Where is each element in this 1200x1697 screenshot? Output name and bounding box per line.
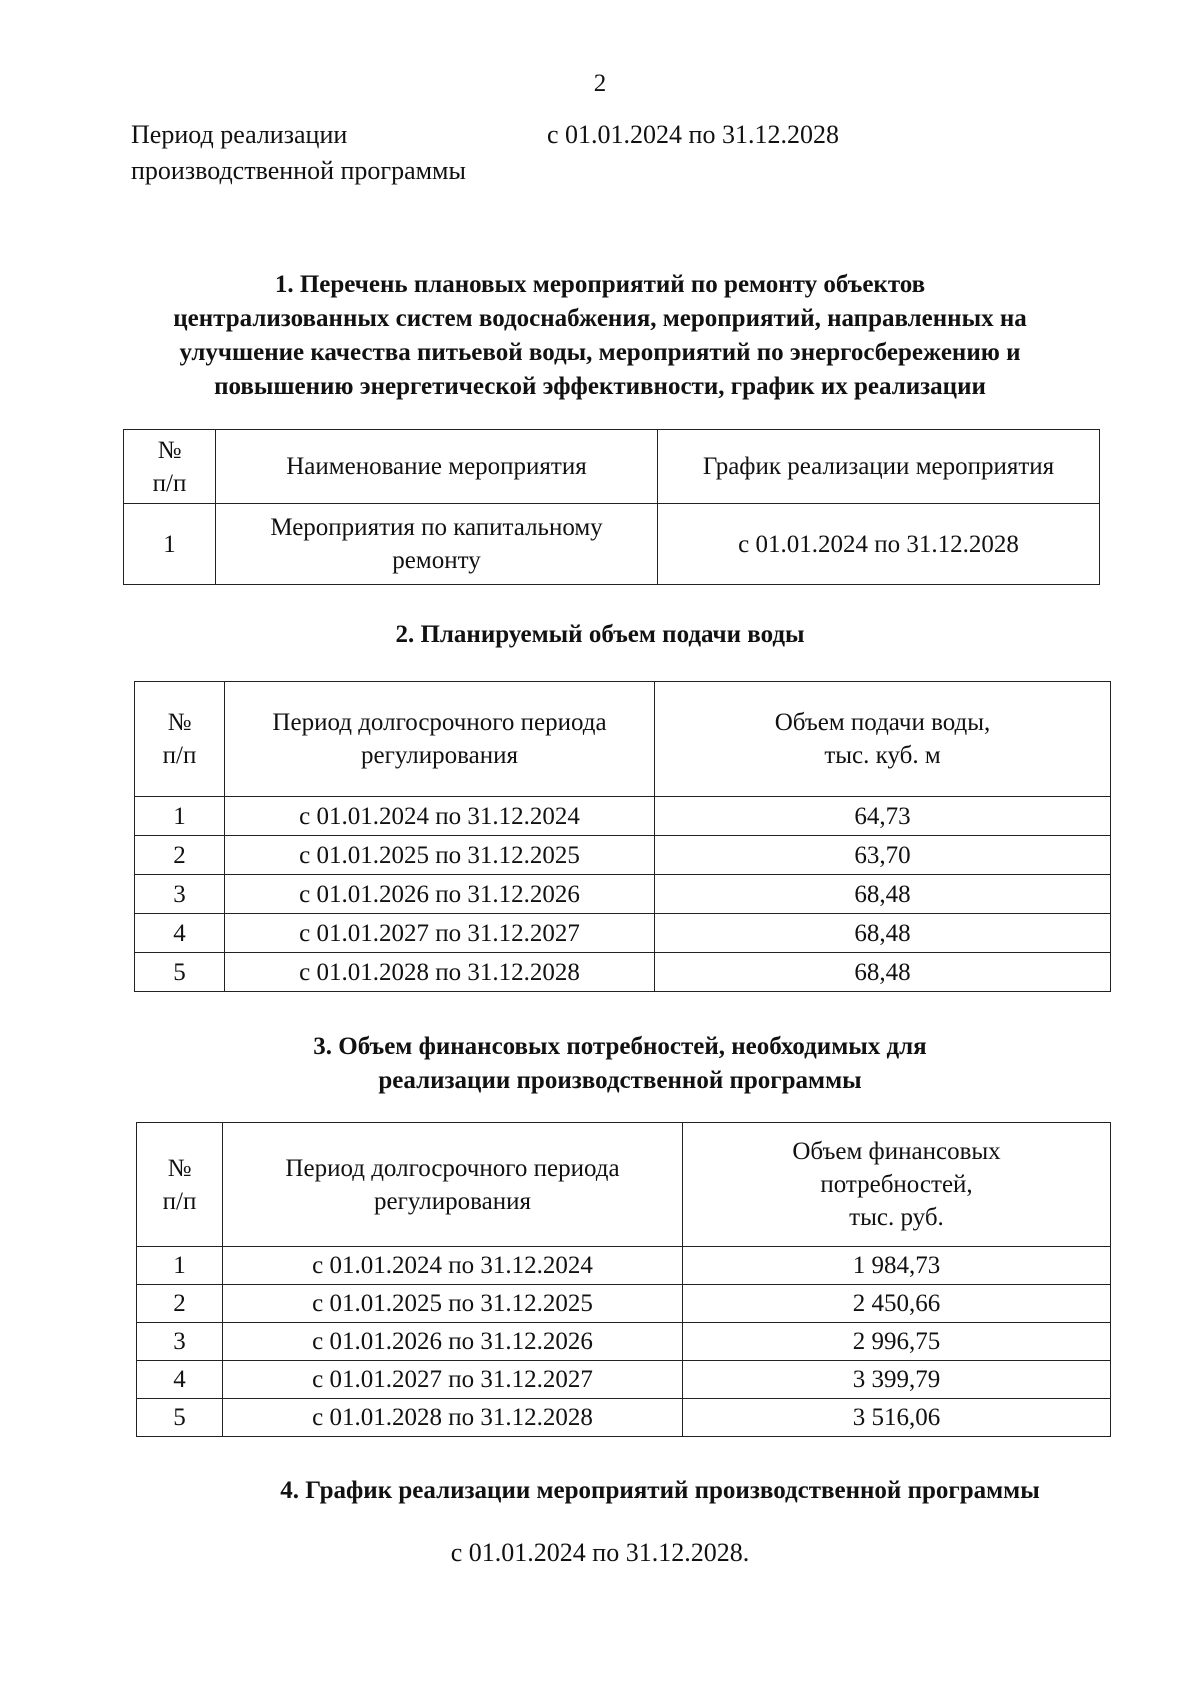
header-num	[137, 1123, 223, 1247]
section1-table	[123, 429, 1100, 585]
section3-title-line2: реализации производственной программы	[378, 1067, 862, 1094]
table-row	[135, 914, 1111, 953]
cell-period: с 01.01.2025 по 31.12.2025	[223, 1285, 683, 1323]
cell-period: с 01.01.2025 по 31.12.2025	[225, 836, 655, 875]
header-num-line2: п/п	[162, 742, 197, 769]
cell-period: с 01.01.2028 по 31.12.2028	[225, 953, 655, 992]
cell-num: 5	[137, 1399, 223, 1437]
header-value-line3: тыс. руб.	[849, 1204, 944, 1231]
table-header-row	[137, 1123, 1111, 1247]
cell-period: с 01.01.2024 по 31.12.2024	[223, 1247, 683, 1285]
header-period	[223, 1123, 683, 1247]
cell-value: 2 996,75	[683, 1323, 1111, 1361]
section1-title-line1: 1. Перечень плановых мероприятий по ремонту объектов	[274, 271, 926, 298]
section1-title-line4: повышению энергетической эффективности, график их реализации	[214, 373, 986, 400]
cell-value: 64,73	[655, 797, 1111, 836]
header-num-line2: п/п	[152, 469, 187, 497]
section4-value: с 01.01.2024 по 31.12.2028.	[450, 1538, 750, 1567]
header-value	[683, 1123, 1111, 1247]
cell-num: 1	[137, 1247, 223, 1285]
header-value	[655, 682, 1111, 797]
header-value-line1: Объем подачи воды,	[774, 709, 991, 736]
cell-value: 68,48	[655, 875, 1111, 914]
table-row	[135, 836, 1111, 875]
cell-schedule: с 01.01.2024 по 31.12.2028	[658, 504, 1100, 585]
section1-title-line2: централизованных систем водоснабжения, мероприятий, направленных на	[173, 305, 1027, 332]
header-num	[124, 430, 216, 504]
section2-table	[134, 681, 1111, 992]
cell-value: 68,48	[655, 914, 1111, 953]
section3-title	[120, 1030, 1120, 1098]
cell-value: 2 450,66	[683, 1285, 1111, 1323]
section1-title	[60, 268, 1140, 404]
header-period	[225, 682, 655, 797]
cell-period: с 01.01.2026 по 31.12.2026	[223, 1323, 683, 1361]
cell-num: 4	[135, 914, 225, 953]
section1-title-line3: улучшение качества питьевой воды, мероприятий по энергосбережению и	[179, 339, 1021, 366]
section3-title-line1: 3. Объем финансовых потребностей, необходимых для	[313, 1033, 927, 1060]
cell-value: 63,70	[655, 836, 1111, 875]
header-num-line1: №	[157, 436, 182, 464]
table-row	[137, 1285, 1111, 1323]
cell-period: с 01.01.2027 по 31.12.2027	[225, 914, 655, 953]
cell-num: 3	[135, 875, 225, 914]
cell-value: 1 984,73	[683, 1247, 1111, 1285]
cell-value: 3 516,06	[683, 1399, 1111, 1437]
header-period-line1: Период долгосрочного периода	[272, 709, 607, 736]
header-schedule: График реализации мероприятия	[658, 430, 1100, 504]
table-row	[137, 1399, 1111, 1437]
section4-title: 4. График реализации мероприятий производственной программы	[280, 1477, 1040, 1504]
table-row	[137, 1361, 1111, 1399]
header-period-line2: регулирования	[361, 742, 518, 769]
cell-num: 3	[137, 1323, 223, 1361]
header-num-line1: №	[167, 709, 192, 736]
cell-name	[216, 504, 658, 585]
cell-value: 68,48	[655, 953, 1111, 992]
header-period-line2: регулирования	[374, 1187, 531, 1215]
cell-period: с 01.01.2028 по 31.12.2028	[223, 1399, 683, 1437]
page-number: 2	[593, 70, 607, 97]
header-num	[135, 682, 225, 797]
cell-period: с 01.01.2027 по 31.12.2027	[223, 1361, 683, 1399]
table-row	[124, 504, 1100, 585]
cell-num: 5	[135, 953, 225, 992]
table-header-row	[135, 682, 1111, 797]
section2-title: 2. Планируемый объем подачи воды	[395, 621, 805, 648]
cell-period: с 01.01.2026 по 31.12.2026	[225, 875, 655, 914]
table-header-row	[124, 430, 1100, 504]
cell-num: 2	[137, 1285, 223, 1323]
header-num-line2: п/п	[162, 1187, 197, 1215]
cell-name-line1: Мероприятия по капитальному	[270, 514, 603, 541]
header-period-line1: Период долгосрочного периода	[285, 1154, 620, 1182]
header-value-line2: тыс. куб. м	[824, 742, 941, 769]
cell-num: 1	[124, 504, 216, 585]
cell-name-line2: ремонту	[392, 547, 481, 574]
table-row	[137, 1323, 1111, 1361]
table-row	[135, 875, 1111, 914]
period-label-line1: Период реализации	[131, 120, 348, 149]
table-row	[137, 1247, 1111, 1285]
period-value: с 01.01.2024 по 31.12.2028	[547, 120, 839, 149]
section3-table	[136, 1122, 1111, 1437]
cell-num: 4	[137, 1361, 223, 1399]
header-name: Наименование мероприятия	[216, 430, 658, 504]
cell-value: 3 399,79	[683, 1361, 1111, 1399]
header-value-line2: потребностей,	[820, 1171, 973, 1198]
cell-num: 2	[135, 836, 225, 875]
period-label-line2: производственной программы	[131, 156, 466, 185]
period-label	[131, 117, 466, 189]
cell-num: 1	[135, 797, 225, 836]
header-num-line1: №	[167, 1154, 192, 1182]
cell-period: с 01.01.2024 по 31.12.2024	[225, 797, 655, 836]
table-row	[135, 953, 1111, 992]
header-value-line1: Объем финансовых	[792, 1138, 1001, 1165]
table-row	[135, 797, 1111, 836]
